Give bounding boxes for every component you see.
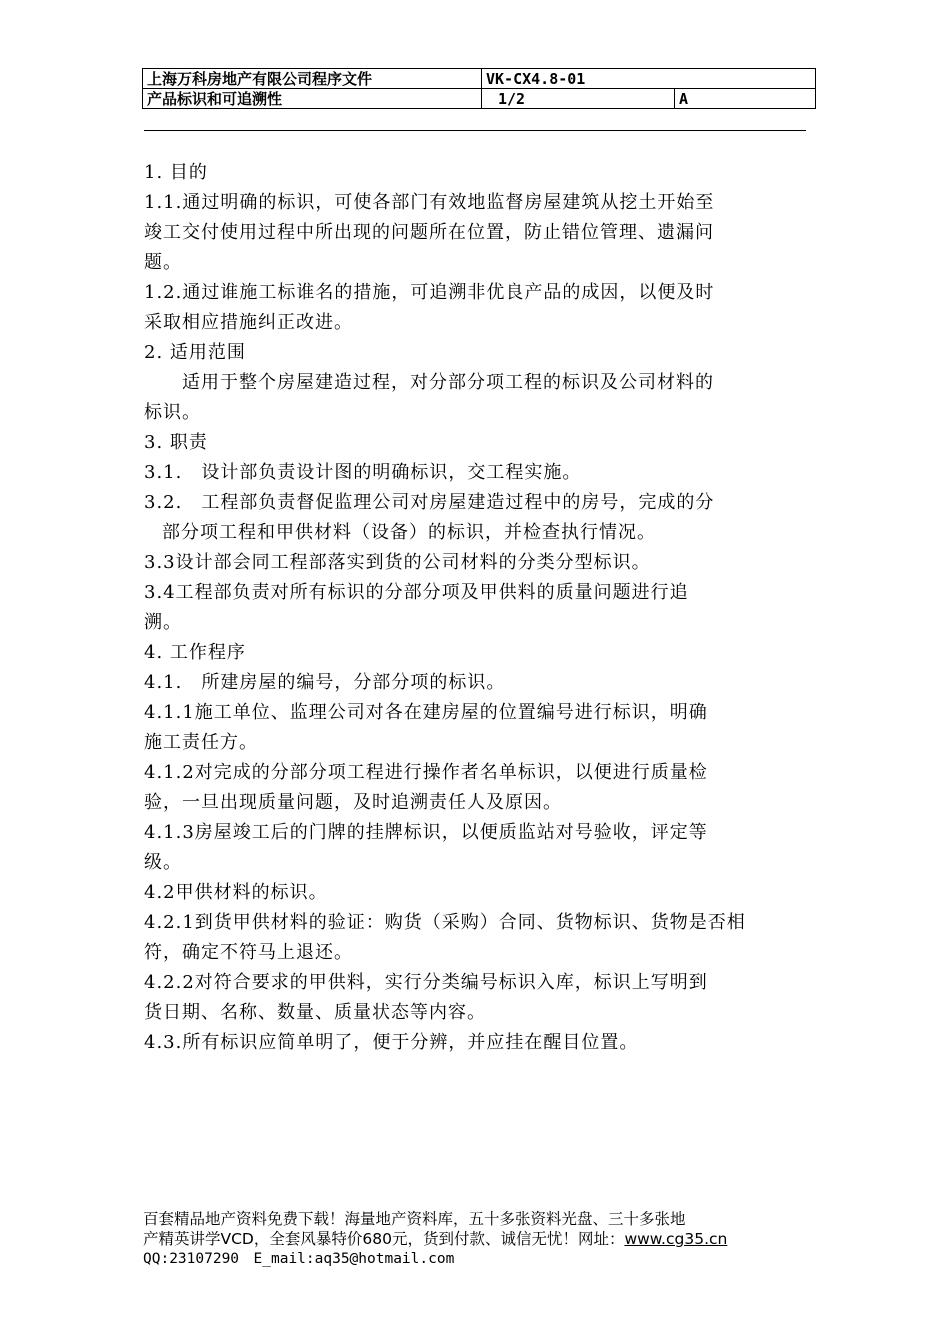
paragraph-line: 4.1.1施工单位、监理公司对各在建房屋的位置编号进行标识，明确 [144, 702, 708, 723]
footer-line-2-text: 产精英讲学VCD，全套风暴特价680元，货到付款、诚信无忧！网址： [143, 1230, 625, 1248]
website-link[interactable]: www.cg35.cn [624, 1230, 728, 1248]
paragraph-line: 部分项工程和甲供材料（设备）的标识，并检查执行情况。 [162, 522, 656, 543]
header-row-2 [143, 89, 816, 109]
paragraph-line: 题。 [144, 252, 182, 273]
section-heading: 1. 目的 [144, 162, 208, 183]
paragraph-line: 4.1. 所建房屋的编号，分部分项的标识。 [144, 672, 506, 693]
doc-code: VK-CX4.8-01 [482, 69, 816, 89]
paragraph-line: 3.4工程部负责对所有标识的分部分项及甲供料的质量问题进行追 [144, 582, 689, 603]
company-doc-title: 上海万科房地产有限公司程序文件 [143, 69, 482, 89]
paragraph-line: 溯。 [144, 612, 182, 633]
paragraph-line: 采取相应措施纠正改进。 [144, 312, 353, 333]
header-divider [144, 130, 806, 131]
paragraph-line: 适用于整个房屋建造过程，对分部分项工程的标识及公司材料的 [182, 372, 714, 393]
paragraph-line: 4.2甲供材料的标识。 [144, 882, 328, 903]
paragraph-line: 4.1.3房屋竣工后的门牌的挂牌标识，以便质监站对号验收，评定等 [144, 822, 708, 843]
page-number: 1/2 [482, 89, 675, 109]
section-heading: 4. 工作程序 [144, 642, 246, 663]
paragraph-line: 级。 [144, 852, 182, 873]
paragraph-line: 4.1.2对完成的分部分项工程进行操作者名单标识，以便进行质量检 [144, 762, 708, 783]
paragraph-line: 标识。 [144, 402, 201, 423]
paragraph-line: 4.2.1到货甲供材料的验证：购货（采购）合同、货物标识、货物是否相 [144, 912, 746, 933]
header-row-1 [143, 69, 816, 89]
paragraph-line: 竣工交付使用过程中所出现的问题所在位置，防止错位管理、遗漏问 [144, 222, 714, 243]
paragraph-line: 验，一旦出现质量问题，及时追溯责任人及原因。 [144, 792, 562, 813]
footer-contact: QQ:23107290 E_mail:aq35@hotmail.com [143, 1251, 455, 1267]
doc-version: A [675, 89, 816, 109]
paragraph-line: 3.2. 工程部负责督促监理公司对房屋建造过程中的房号，完成的分 [144, 492, 715, 513]
document-header-table [142, 68, 816, 109]
paragraph-line: 3.3设计部会同工程部落实到货的公司材料的分类分型标识。 [144, 552, 651, 573]
paragraph-line: 4.2.2对符合要求的甲供料，实行分类编号标识入库，标识上写明到 [144, 972, 708, 993]
paragraph-line: 1.1.通过明确的标识，可使各部门有效地监督房屋建筑从挖土开始至 [144, 192, 715, 213]
doc-title: 产品标识和可追溯性 [143, 89, 482, 109]
paragraph-line: 1.2.通过谁施工标谁名的措施，可追溯非优良产品的成因，以便及时 [144, 282, 715, 303]
footer-line-1: 百套精品地产资料免费下载！海量地产资料库，五十多张资料光盘、三十多张地 [143, 1210, 686, 1228]
paragraph-line: 货日期、名称、数量、质量状态等内容。 [144, 1002, 486, 1023]
paragraph-line: 符，确定不符马上退还。 [144, 942, 353, 963]
document-body [144, 158, 808, 1058]
section-heading: 3. 职责 [144, 432, 208, 453]
paragraph-line: 4.3.所有标识应简单明了，便于分辨，并应挂在醒目位置。 [144, 1032, 639, 1053]
section-heading: 2. 适用范围 [144, 342, 246, 363]
footer-line-2 [143, 1229, 813, 1249]
paragraph-line: 3.1. 设计部负责设计图的明确标识，交工程实施。 [144, 462, 582, 483]
footer-advertisement [143, 1209, 813, 1269]
paragraph-line: 施工责任方。 [144, 732, 258, 753]
